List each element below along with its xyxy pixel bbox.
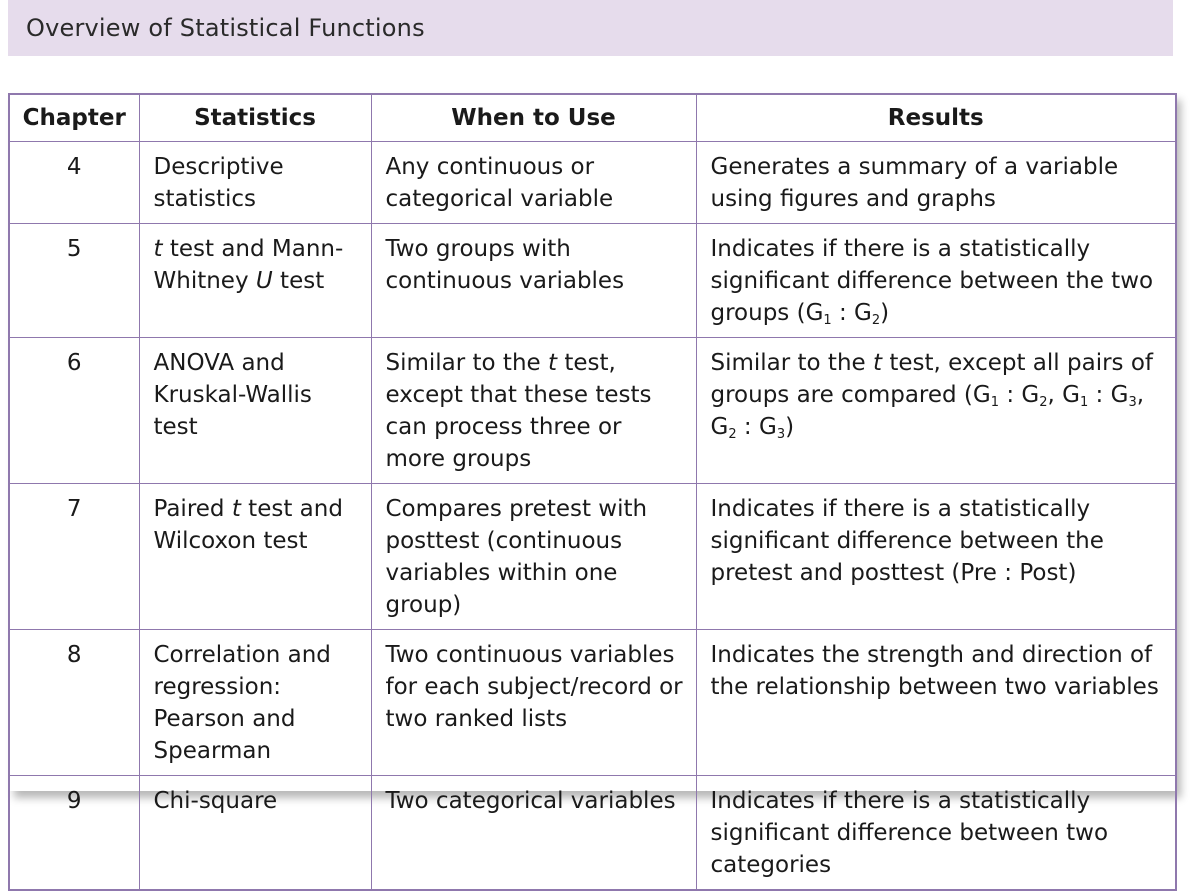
page-title: Overview of Statistical Functions xyxy=(26,14,425,42)
table-row xyxy=(9,776,1176,891)
chapter-cell: 5 xyxy=(9,224,139,338)
statistics-cell: Descriptive statistics xyxy=(139,142,371,224)
table-header-row xyxy=(9,94,1176,142)
when-to-use-cell: Compares pretest with posttest (continuous variables within one group) xyxy=(371,484,696,630)
chapter-cell: 6 xyxy=(9,338,139,484)
header-chapter: Chapter xyxy=(9,94,139,142)
table-row xyxy=(9,630,1176,776)
statistics-cell: t test and Mann-Whitney U test xyxy=(139,224,371,338)
statistics-table xyxy=(8,93,1177,891)
statistics-cell: Paired t test and Wilcoxon test xyxy=(139,484,371,630)
statistics-cell: Correlation and regression: Pearson and Spearman xyxy=(139,630,371,776)
when-to-use-cell: Two continuous variables for each subject/record or two ranked lists xyxy=(371,630,696,776)
page-title-bar xyxy=(8,0,1173,56)
header-results: Results xyxy=(696,94,1176,142)
results-cell: Similar to the t test, except all pairs of groups are compared ($G_1$ : $G_2$, $G_1$ : $G_3$, $G_2$ : $G_3$) xyxy=(696,338,1176,484)
chapter-cell: 8 xyxy=(9,630,139,776)
statistics-cell: ANOVA and Kruskal-Wallis test xyxy=(139,338,371,484)
results-cell: Indicates if there is a statistically significant difference between the two groups ($G_1$ : $G_2$) xyxy=(696,224,1176,338)
table-row xyxy=(9,142,1176,224)
table-row xyxy=(9,224,1176,338)
header-when-to-use: When to Use xyxy=(371,94,696,142)
statistics-cell: Chi-square xyxy=(139,776,371,891)
header-statistics: Statistics xyxy=(139,94,371,142)
table-row xyxy=(9,484,1176,630)
when-to-use-cell: Two categorical variables xyxy=(371,776,696,891)
results-cell: Indicates the strength and direction of the relationship between two variables xyxy=(696,630,1176,776)
chapter-cell: 4 xyxy=(9,142,139,224)
when-to-use-cell: Similar to the t test, except that these tests can process three or more groups xyxy=(371,338,696,484)
results-cell: Indicates if there is a statistically significant difference between two categories xyxy=(696,776,1176,891)
results-cell: Indicates if there is a statistically significant difference between the pretest and posttest (Pre : Post) xyxy=(696,484,1176,630)
chapter-cell: 9 xyxy=(9,776,139,891)
results-cell: Generates a summary of a variable using figures and graphs xyxy=(696,142,1176,224)
when-to-use-cell: Any continuous or categorical variable xyxy=(371,142,696,224)
when-to-use-cell: Two groups with continuous variables xyxy=(371,224,696,338)
statistics-table-container xyxy=(8,93,1175,878)
chapter-cell: 7 xyxy=(9,484,139,630)
table-row xyxy=(9,338,1176,484)
